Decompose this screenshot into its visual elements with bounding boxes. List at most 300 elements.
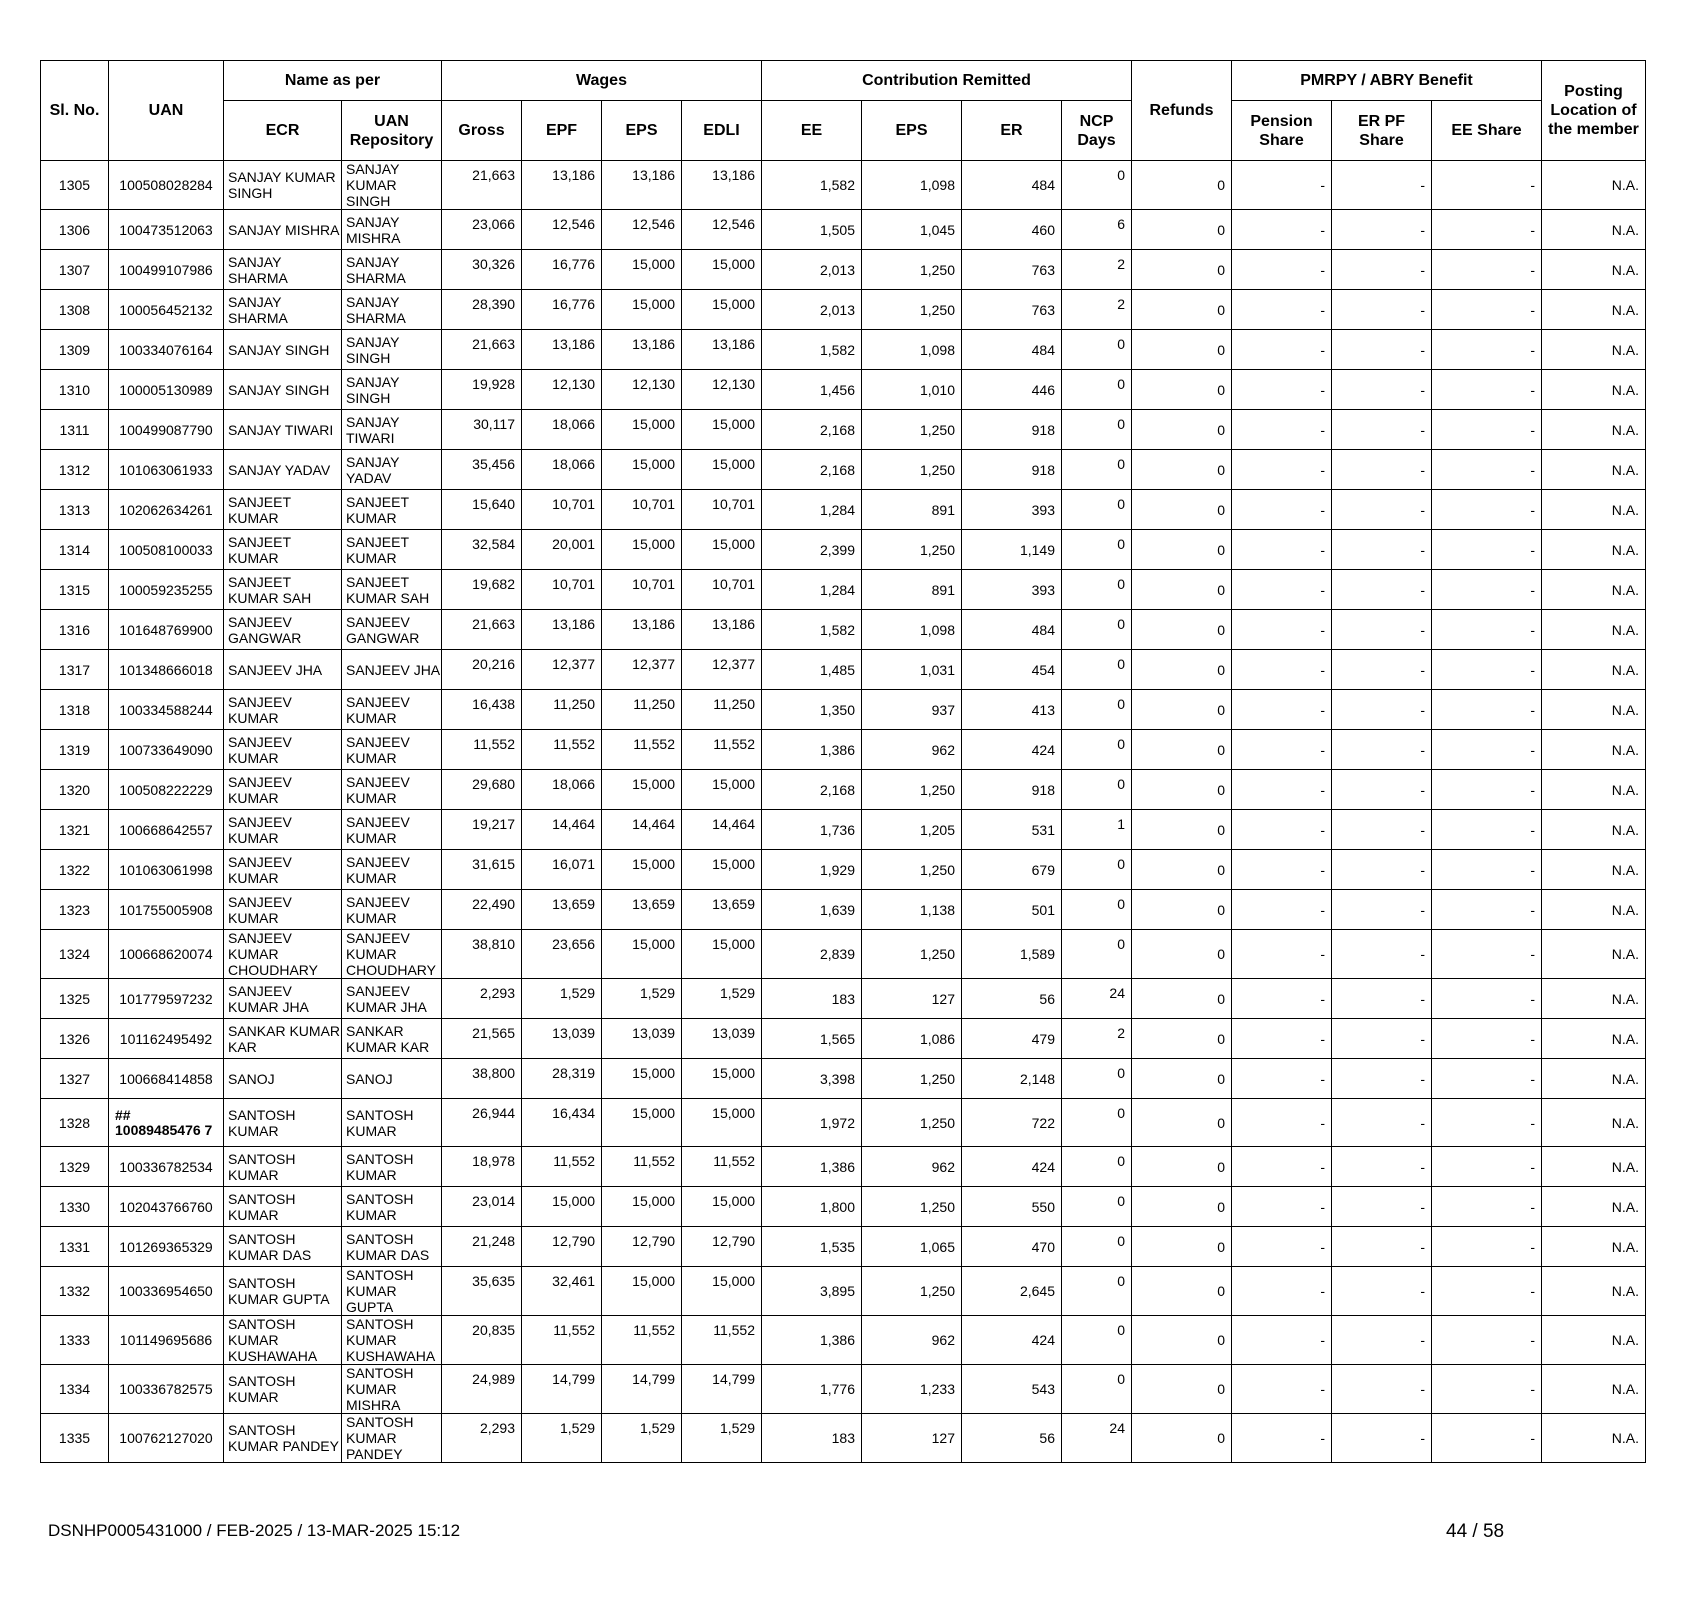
cell-ncp-days: 24 — [1062, 979, 1132, 1019]
cell-gross: 24,989 — [442, 1365, 522, 1414]
cell-name-uan-repository: SANJAY TIWARI — [342, 410, 442, 450]
cell-refunds: 0 — [1132, 530, 1232, 570]
cell-er-pf-share: - — [1332, 1059, 1432, 1099]
table-row — [41, 979, 1646, 1019]
cell-ee-share: - — [1432, 1414, 1542, 1463]
cell-posting-location: N.A. — [1542, 810, 1646, 850]
cell-eps: 10,701 — [602, 570, 682, 610]
cell-er: 1,149 — [962, 530, 1062, 570]
cell-ncp-days: 0 — [1062, 410, 1132, 450]
cell-er: 56 — [962, 979, 1062, 1019]
cell-uan: 100336782575 — [109, 1365, 224, 1414]
cell-eps: 12,546 — [602, 210, 682, 250]
header-uan-repository: UAN Repository — [342, 101, 442, 161]
cell-gross: 20,835 — [442, 1316, 522, 1365]
cell-er: 446 — [962, 370, 1062, 410]
cell-name-ecr: SANJAY MISHRA — [224, 210, 342, 250]
cell-er: 763 — [962, 250, 1062, 290]
cell-sl-no: 1318 — [41, 690, 109, 730]
cell-ee: 183 — [762, 979, 862, 1019]
cell-sl-no: 1321 — [41, 810, 109, 850]
cell-edli: 14,799 — [682, 1365, 762, 1414]
cell-ncp-days: 2 — [1062, 290, 1132, 330]
cell-pension-share: - — [1232, 979, 1332, 1019]
cell-name-ecr: SANJEEV KUMAR CHOUDHARY — [224, 930, 342, 979]
cell-pension-share: - — [1232, 290, 1332, 330]
cell-er-pf-share: - — [1332, 930, 1432, 979]
cell-epf: 16,776 — [522, 290, 602, 330]
cell-er: 479 — [962, 1019, 1062, 1059]
cell-epf: 14,464 — [522, 810, 602, 850]
cell-ee-share: - — [1432, 370, 1542, 410]
cell-epf: 12,790 — [522, 1227, 602, 1267]
cell-ncp-days: 2 — [1062, 250, 1132, 290]
cell-epf: 18,066 — [522, 450, 602, 490]
cell-edli: 15,000 — [682, 410, 762, 450]
cell-uan: 100762127020 — [109, 1414, 224, 1463]
cell-uan: 100005130989 — [109, 370, 224, 410]
cell-name-uan-repository: SANOJ — [342, 1059, 442, 1099]
cell-posting-location: N.A. — [1542, 1227, 1646, 1267]
cell-name-uan-repository: SANJEEV KUMAR — [342, 690, 442, 730]
cell-edli: 13,186 — [682, 330, 762, 370]
cell-er: 484 — [962, 330, 1062, 370]
cell-ee: 1,535 — [762, 1227, 862, 1267]
cell-gross: 38,800 — [442, 1059, 522, 1099]
cell-ee: 1,350 — [762, 690, 862, 730]
cell-name-uan-repository: SANTOSH KUMAR — [342, 1187, 442, 1227]
cell-contribution-eps: 1,031 — [862, 650, 962, 690]
cell-refunds: 0 — [1132, 250, 1232, 290]
document-reference: DSNHP0005431000 / FEB-2025 / 13-MAR-2025 15:12 — [48, 1521, 461, 1540]
cell-pension-share: - — [1232, 161, 1332, 210]
cell-posting-location: N.A. — [1542, 1187, 1646, 1227]
cell-ee-share: - — [1432, 1227, 1542, 1267]
cell-contribution-eps: 962 — [862, 1147, 962, 1187]
cell-posting-location: N.A. — [1542, 1099, 1646, 1147]
cell-eps: 13,186 — [602, 330, 682, 370]
cell-er: 470 — [962, 1227, 1062, 1267]
cell-sl-no: 1335 — [41, 1414, 109, 1463]
cell-gross: 30,326 — [442, 250, 522, 290]
cell-name-ecr: SANJEEV KUMAR JHA — [224, 979, 342, 1019]
cell-name-uan-repository: SANTOSH KUMAR — [342, 1147, 442, 1187]
cell-edli: 13,186 — [682, 610, 762, 650]
cell-eps: 12,377 — [602, 650, 682, 690]
cell-pension-share: - — [1232, 530, 1332, 570]
cell-gross: 23,014 — [442, 1187, 522, 1227]
cell-ncp-days: 0 — [1062, 1227, 1132, 1267]
cell-er-pf-share: - — [1332, 1227, 1432, 1267]
cell-name-ecr: SANJEEV GANGWAR — [224, 610, 342, 650]
cell-er-pf-share: - — [1332, 730, 1432, 770]
cell-ee-share: - — [1432, 1099, 1542, 1147]
cell-uan: 100733649090 — [109, 730, 224, 770]
cell-ee-share: - — [1432, 410, 1542, 450]
cell-name-ecr: SANTOSH KUMAR — [224, 1147, 342, 1187]
cell-refunds: 0 — [1132, 690, 1232, 730]
cell-eps: 13,659 — [602, 890, 682, 930]
cell-posting-location: N.A. — [1542, 290, 1646, 330]
cell-name-ecr: SANTOSH KUMAR — [224, 1099, 342, 1147]
cell-er-pf-share: - — [1332, 890, 1432, 930]
cell-gross: 31,615 — [442, 850, 522, 890]
cell-edli: 11,552 — [682, 1147, 762, 1187]
cell-er-pf-share: - — [1332, 330, 1432, 370]
cell-epf: 28,319 — [522, 1059, 602, 1099]
cell-ee-share: - — [1432, 570, 1542, 610]
cell-pension-share: - — [1232, 610, 1332, 650]
contribution-table — [40, 60, 1646, 1463]
cell-name-ecr: SANTOSH KUMAR — [224, 1187, 342, 1227]
table-row — [41, 330, 1646, 370]
cell-edli: 15,000 — [682, 530, 762, 570]
cell-ncp-days: 0 — [1062, 1365, 1132, 1414]
cell-ee: 1,284 — [762, 570, 862, 610]
cell-sl-no: 1308 — [41, 290, 109, 330]
cell-edli: 12,790 — [682, 1227, 762, 1267]
table-row — [41, 290, 1646, 330]
cell-ee: 2,168 — [762, 410, 862, 450]
cell-edli: 15,000 — [682, 250, 762, 290]
cell-epf: 14,799 — [522, 1365, 602, 1414]
cell-contribution-eps: 1,205 — [862, 810, 962, 850]
cell-refunds: 0 — [1132, 410, 1232, 450]
cell-posting-location: N.A. — [1542, 1267, 1646, 1316]
cell-ncp-days: 0 — [1062, 1316, 1132, 1365]
cell-edli: 14,464 — [682, 810, 762, 850]
cell-name-uan-repository: SANTOSH KUMAR DAS — [342, 1227, 442, 1267]
cell-gross: 18,978 — [442, 1147, 522, 1187]
table-row — [41, 490, 1646, 530]
cell-eps: 15,000 — [602, 410, 682, 450]
cell-ncp-days: 0 — [1062, 730, 1132, 770]
cell-epf: 11,552 — [522, 1147, 602, 1187]
cell-ncp-days: 0 — [1062, 690, 1132, 730]
cell-epf: 32,461 — [522, 1267, 602, 1316]
cell-edli: 15,000 — [682, 930, 762, 979]
cell-gross: 21,663 — [442, 161, 522, 210]
cell-er: 2,148 — [962, 1059, 1062, 1099]
cell-gross: 35,456 — [442, 450, 522, 490]
cell-uan: 100334588244 — [109, 690, 224, 730]
cell-contribution-eps: 1,086 — [862, 1019, 962, 1059]
cell-ee: 1,565 — [762, 1019, 862, 1059]
cell-refunds: 0 — [1132, 1227, 1232, 1267]
cell-pension-share: - — [1232, 1365, 1332, 1414]
cell-er-pf-share: - — [1332, 810, 1432, 850]
cell-refunds: 0 — [1132, 1267, 1232, 1316]
cell-name-ecr: SANJEEV KUMAR — [224, 890, 342, 930]
cell-name-uan-repository: SANTOSH KUMAR KUSHAWAHA — [342, 1316, 442, 1365]
cell-er: 550 — [962, 1187, 1062, 1227]
cell-epf: 13,659 — [522, 890, 602, 930]
cell-refunds: 0 — [1132, 570, 1232, 610]
cell-edli: 12,130 — [682, 370, 762, 410]
cell-er-pf-share: - — [1332, 1316, 1432, 1365]
cell-name-uan-repository: SANTOSH KUMAR — [342, 1099, 442, 1147]
cell-uan: 100499087790 — [109, 410, 224, 450]
cell-er-pf-share: - — [1332, 1414, 1432, 1463]
cell-contribution-eps: 1,250 — [862, 1267, 962, 1316]
cell-uan: 102062634261 — [109, 490, 224, 530]
cell-uan: 101348666018 — [109, 650, 224, 690]
cell-sl-no: 1312 — [41, 450, 109, 490]
cell-contribution-eps: 1,138 — [862, 890, 962, 930]
cell-ee-share: - — [1432, 490, 1542, 530]
cell-gross: 26,944 — [442, 1099, 522, 1147]
cell-contribution-eps: 962 — [862, 1316, 962, 1365]
cell-er: 424 — [962, 1147, 1062, 1187]
cell-gross: 2,293 — [442, 979, 522, 1019]
cell-contribution-eps: 127 — [862, 979, 962, 1019]
cell-ee-share: - — [1432, 290, 1542, 330]
cell-uan: 101779597232 — [109, 979, 224, 1019]
cell-epf: 15,000 — [522, 1187, 602, 1227]
cell-edli: 15,000 — [682, 1059, 762, 1099]
cell-pension-share: - — [1232, 330, 1332, 370]
cell-gross: 19,682 — [442, 570, 522, 610]
cell-pension-share: - — [1232, 1187, 1332, 1227]
cell-contribution-eps: 1,250 — [862, 450, 962, 490]
cell-uan: 100508100033 — [109, 530, 224, 570]
cell-er-pf-share: - — [1332, 450, 1432, 490]
cell-posting-location: N.A. — [1542, 330, 1646, 370]
cell-epf: 16,434 — [522, 1099, 602, 1147]
cell-gross: 29,680 — [442, 770, 522, 810]
cell-ee-share: - — [1432, 330, 1542, 370]
cell-contribution-eps: 1,010 — [862, 370, 962, 410]
cell-ee-share: - — [1432, 650, 1542, 690]
cell-er-pf-share: - — [1332, 1147, 1432, 1187]
cell-name-ecr: SANJAY SINGH — [224, 370, 342, 410]
cell-ee-share: - — [1432, 1365, 1542, 1414]
header-contribution-remitted: Contribution Remitted — [762, 61, 1132, 101]
cell-refunds: 0 — [1132, 210, 1232, 250]
cell-uan: 100508028284 — [109, 161, 224, 210]
cell-name-ecr: SANKAR KUMAR KAR — [224, 1019, 342, 1059]
cell-ncp-days: 0 — [1062, 770, 1132, 810]
cell-refunds: 0 — [1132, 1187, 1232, 1227]
cell-epf: 13,039 — [522, 1019, 602, 1059]
cell-name-ecr: SANJEEV KUMAR — [224, 770, 342, 810]
cell-epf: 20,001 — [522, 530, 602, 570]
cell-refunds: 0 — [1132, 290, 1232, 330]
cell-contribution-eps: 1,045 — [862, 210, 962, 250]
cell-er-pf-share: - — [1332, 1365, 1432, 1414]
cell-ee: 1,582 — [762, 161, 862, 210]
cell-ee-share: - — [1432, 770, 1542, 810]
cell-ee: 1,582 — [762, 610, 862, 650]
cell-gross: 21,663 — [442, 330, 522, 370]
cell-er: 484 — [962, 610, 1062, 650]
cell-refunds: 0 — [1132, 330, 1232, 370]
header-name-as-per: Name as per — [224, 61, 442, 101]
cell-name-ecr: SANTOSH KUMAR GUPTA — [224, 1267, 342, 1316]
cell-uan: 100336782534 — [109, 1147, 224, 1187]
cell-ee: 1,485 — [762, 650, 862, 690]
cell-posting-location: N.A. — [1542, 530, 1646, 570]
header-sl-no: Sl. No. — [41, 61, 109, 161]
cell-eps: 11,250 — [602, 690, 682, 730]
cell-name-ecr: SANJAY YADAV — [224, 450, 342, 490]
cell-ncp-days: 0 — [1062, 1187, 1132, 1227]
cell-contribution-eps: 1,250 — [862, 290, 962, 330]
cell-name-ecr: SANJAY SHARMA — [224, 250, 342, 290]
cell-epf: 11,552 — [522, 730, 602, 770]
cell-er: 454 — [962, 650, 1062, 690]
cell-epf: 16,776 — [522, 250, 602, 290]
cell-pension-share: - — [1232, 570, 1332, 610]
cell-er: 1,589 — [962, 930, 1062, 979]
cell-ee: 3,398 — [762, 1059, 862, 1099]
cell-posting-location: N.A. — [1542, 730, 1646, 770]
cell-name-ecr: SANJEET KUMAR — [224, 530, 342, 570]
cell-gross: 11,552 — [442, 730, 522, 770]
cell-refunds: 0 — [1132, 979, 1232, 1019]
cell-ee: 1,929 — [762, 850, 862, 890]
cell-edli: 12,377 — [682, 650, 762, 690]
cell-refunds: 0 — [1132, 161, 1232, 210]
cell-refunds: 0 — [1132, 770, 1232, 810]
cell-ee-share: - — [1432, 1187, 1542, 1227]
cell-refunds: 0 — [1132, 1365, 1232, 1414]
table-row — [41, 1059, 1646, 1099]
cell-ee: 1,972 — [762, 1099, 862, 1147]
cell-refunds: 0 — [1132, 930, 1232, 979]
cell-ee: 1,386 — [762, 730, 862, 770]
cell-er: 424 — [962, 730, 1062, 770]
cell-ee: 1,800 — [762, 1187, 862, 1227]
cell-er-pf-share: - — [1332, 1187, 1432, 1227]
table-row — [41, 1267, 1646, 1316]
cell-edli: 11,552 — [682, 1316, 762, 1365]
cell-ncp-days: 0 — [1062, 890, 1132, 930]
cell-refunds: 0 — [1132, 850, 1232, 890]
cell-edli: 15,000 — [682, 1187, 762, 1227]
cell-name-uan-repository: SANJEEV KUMAR JHA — [342, 979, 442, 1019]
cell-epf: 1,529 — [522, 1414, 602, 1463]
cell-er-pf-share: - — [1332, 490, 1432, 530]
header-ee-share: EE Share — [1432, 101, 1542, 161]
cell-sl-no: 1323 — [41, 890, 109, 930]
table-row — [41, 530, 1646, 570]
cell-ee-share: - — [1432, 890, 1542, 930]
cell-gross: 35,635 — [442, 1267, 522, 1316]
cell-gross: 23,066 — [442, 210, 522, 250]
cell-er: 2,645 — [962, 1267, 1062, 1316]
cell-contribution-eps: 1,098 — [862, 161, 962, 210]
cell-uan: 101149695686 — [109, 1316, 224, 1365]
cell-pension-share: - — [1232, 770, 1332, 810]
cell-edli: 12,546 — [682, 210, 762, 250]
cell-sl-no: 1309 — [41, 330, 109, 370]
cell-gross: 21,248 — [442, 1227, 522, 1267]
cell-ee: 2,399 — [762, 530, 862, 570]
cell-eps: 1,529 — [602, 979, 682, 1019]
cell-er: 918 — [962, 450, 1062, 490]
cell-name-ecr: SANTOSH KUMAR DAS — [224, 1227, 342, 1267]
cell-ncp-days: 0 — [1062, 450, 1132, 490]
header-ee: EE — [762, 101, 862, 161]
cell-er: 531 — [962, 810, 1062, 850]
cell-eps: 11,552 — [602, 1147, 682, 1187]
header-pension-share: Pension Share — [1232, 101, 1332, 161]
table-row — [41, 210, 1646, 250]
cell-ee: 1,736 — [762, 810, 862, 850]
cell-posting-location: N.A. — [1542, 1316, 1646, 1365]
cell-name-uan-repository: SANJEET KUMAR — [342, 530, 442, 570]
cell-uan: 101269365329 — [109, 1227, 224, 1267]
cell-sl-no: 1322 — [41, 850, 109, 890]
cell-contribution-eps: 1,250 — [862, 1099, 962, 1147]
cell-er-pf-share: - — [1332, 570, 1432, 610]
cell-edli: 1,529 — [682, 979, 762, 1019]
cell-eps: 15,000 — [602, 450, 682, 490]
cell-er-pf-share: - — [1332, 290, 1432, 330]
cell-refunds: 0 — [1132, 610, 1232, 650]
cell-ee-share: - — [1432, 1059, 1542, 1099]
table-body — [41, 161, 1646, 1463]
cell-gross: 28,390 — [442, 290, 522, 330]
cell-name-uan-repository: SANJAY SINGH — [342, 370, 442, 410]
cell-gross: 38,810 — [442, 930, 522, 979]
cell-contribution-eps: 937 — [862, 690, 962, 730]
cell-contribution-eps: 1,098 — [862, 610, 962, 650]
cell-ee: 2,013 — [762, 290, 862, 330]
header-ecr: ECR — [224, 101, 342, 161]
cell-posting-location: N.A. — [1542, 770, 1646, 810]
cell-refunds: 0 — [1132, 450, 1232, 490]
cell-name-uan-repository: SANJEEV GANGWAR — [342, 610, 442, 650]
cell-pension-share: - — [1232, 250, 1332, 290]
cell-epf: 10,701 — [522, 490, 602, 530]
cell-ee-share: - — [1432, 161, 1542, 210]
cell-pension-share: - — [1232, 890, 1332, 930]
cell-name-uan-repository: SANJEEV KUMAR CHOUDHARY — [342, 930, 442, 979]
cell-gross: 21,663 — [442, 610, 522, 650]
cell-posting-location: N.A. — [1542, 450, 1646, 490]
table-row — [41, 570, 1646, 610]
cell-pension-share: - — [1232, 1267, 1332, 1316]
cell-pension-share: - — [1232, 690, 1332, 730]
cell-ee-share: - — [1432, 850, 1542, 890]
cell-ee-share: - — [1432, 450, 1542, 490]
cell-gross: 21,565 — [442, 1019, 522, 1059]
cell-ee-share: - — [1432, 1316, 1542, 1365]
cell-name-ecr: SANJEEV KUMAR — [224, 690, 342, 730]
cell-ncp-days: 0 — [1062, 370, 1132, 410]
cell-er-pf-share: - — [1332, 530, 1432, 570]
cell-sl-no: 1331 — [41, 1227, 109, 1267]
cell-pension-share: - — [1232, 810, 1332, 850]
cell-pension-share: - — [1232, 210, 1332, 250]
cell-name-ecr: SANTOSH KUMAR PANDEY — [224, 1414, 342, 1463]
cell-ee-share: - — [1432, 1147, 1542, 1187]
cell-contribution-eps: 1,065 — [862, 1227, 962, 1267]
table-row — [41, 370, 1646, 410]
cell-name-uan-repository: SANTOSH KUMAR GUPTA — [342, 1267, 442, 1316]
cell-ncp-days: 2 — [1062, 1019, 1132, 1059]
cell-refunds: 0 — [1132, 810, 1232, 850]
cell-ee: 1,284 — [762, 490, 862, 530]
cell-refunds: 0 — [1132, 650, 1232, 690]
table-row — [41, 1019, 1646, 1059]
table-row — [41, 1099, 1646, 1147]
cell-refunds: 0 — [1132, 1099, 1232, 1147]
cell-uan: ## 10089485476 7 — [109, 1099, 224, 1147]
cell-name-ecr: SANJEEV KUMAR — [224, 850, 342, 890]
